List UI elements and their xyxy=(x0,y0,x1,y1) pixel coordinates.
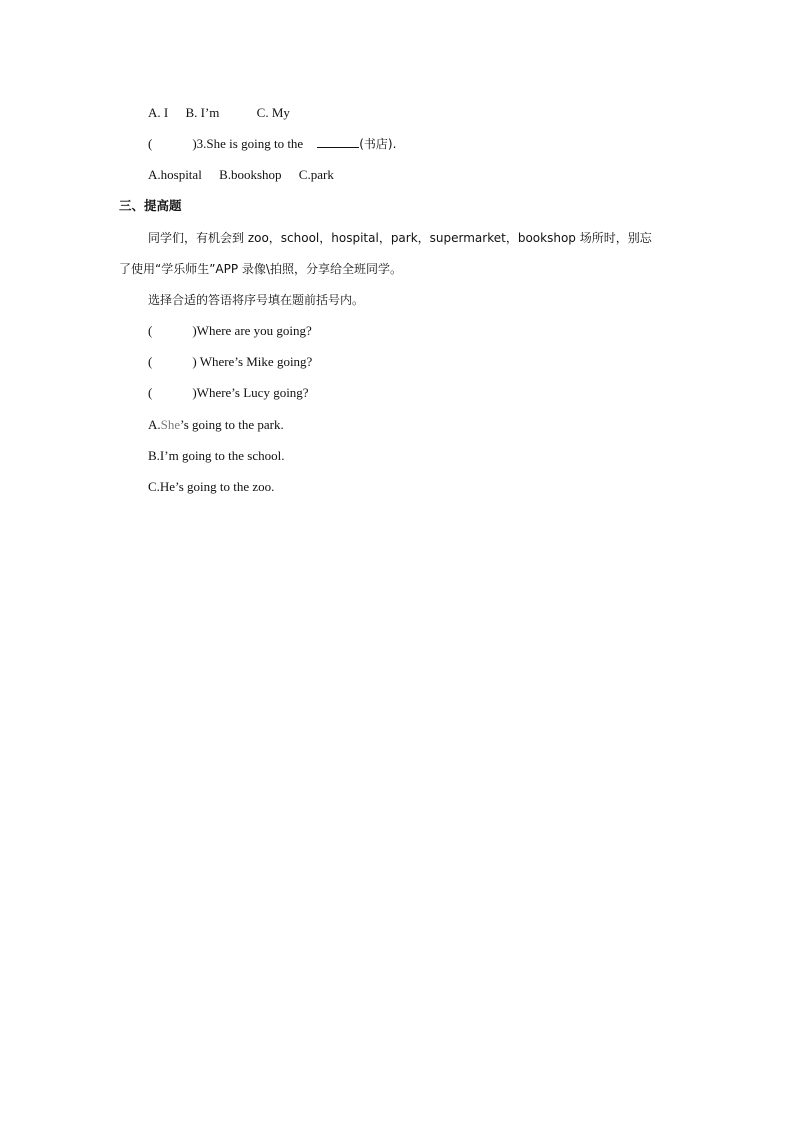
option-c: C. My xyxy=(256,105,290,120)
question-item xyxy=(148,354,312,370)
answer-paren: ( xyxy=(148,385,153,400)
option-c: C.park xyxy=(298,167,334,182)
chinese-hint: (书店). xyxy=(359,137,397,151)
question-text: )Where are you going? xyxy=(192,323,312,338)
intro-paragraph-line-2: 了使用“学乐师生”APP 录像\拍照，分享给全班同学。 xyxy=(119,262,402,276)
question-text: )Where’s Lucy going? xyxy=(192,385,309,400)
instruction-text: 选择合适的答语将序号填在题前括号内。 xyxy=(148,293,365,307)
intro-paragraph-line-1: 同学们，有机会到 zoo，school，hospital，park，supermarket，bookshop 场所时，别忘 xyxy=(148,231,652,245)
answer-text: ’s going to the park. xyxy=(180,417,284,432)
question-stem: )3.She is going to the xyxy=(192,136,304,151)
question-item xyxy=(148,385,309,401)
option-b: B. I’m xyxy=(185,105,220,120)
q2-options-line xyxy=(148,105,290,121)
question-3 xyxy=(148,136,396,152)
answer-paren: ( xyxy=(148,323,153,338)
answer-paren: ( xyxy=(148,136,153,151)
option-b: B.bookshop xyxy=(219,167,282,182)
answer-option-b: B.I’m going to the school. xyxy=(148,448,285,463)
q3-options-line xyxy=(148,167,334,183)
question-item xyxy=(148,323,312,339)
answer-blank xyxy=(317,136,359,148)
answer-option-a xyxy=(148,417,284,433)
option-a: A. I xyxy=(148,105,169,120)
answer-option-c: C.He’s going to the zoo. xyxy=(148,479,275,494)
section-heading: 三、提高题 xyxy=(119,198,182,213)
highlighted-word: She xyxy=(160,417,181,432)
option-a: A.hospital xyxy=(148,167,202,182)
answer-label: A. xyxy=(148,417,161,432)
answer-paren: ( xyxy=(148,354,153,369)
question-text: ) Where’s Mike going? xyxy=(192,354,313,369)
